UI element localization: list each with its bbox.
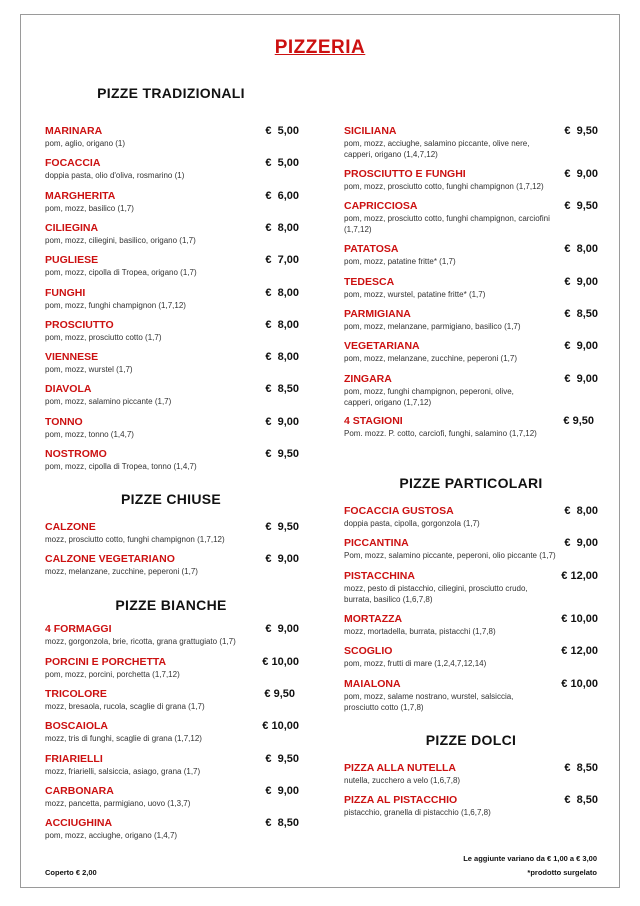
menu-item bbox=[344, 373, 598, 408]
item-name: PISTACCHINA bbox=[344, 570, 415, 582]
menu-item bbox=[344, 645, 598, 670]
menu-page bbox=[20, 14, 620, 888]
item-name: CALZONE VEGETARIANO bbox=[45, 553, 175, 565]
menu-item bbox=[45, 416, 299, 441]
item-description: mozz, friarielli, salsiccia, asiago, grana (1,7) bbox=[45, 767, 201, 776]
item-price: € 6,00 bbox=[265, 190, 299, 202]
menu-item bbox=[344, 613, 598, 638]
menu-item bbox=[45, 190, 299, 215]
item-description: doppia pasta, cipolla, gorgonzola (1,7) bbox=[344, 519, 480, 528]
item-description: mozz, tris di funghi, scaglie di grana (1,7,12) bbox=[45, 734, 202, 743]
coperto-note: Coperto € 2,00 bbox=[45, 868, 97, 877]
item-name: FOCACCIA bbox=[45, 157, 101, 169]
item-name: ZINGARA bbox=[344, 373, 392, 385]
menu-item bbox=[45, 222, 299, 247]
menu-item bbox=[45, 254, 299, 279]
item-description: mozz, pancetta, parmigiano, uovo (1,3,7) bbox=[45, 799, 191, 808]
item-name: PICCANTINA bbox=[344, 537, 409, 549]
item-name: ACCIUGHINA bbox=[45, 817, 113, 829]
item-description: Pom, mozz, salamino piccante, peperoni, olio piccante (1,7) bbox=[344, 551, 556, 560]
menu-item bbox=[45, 656, 299, 681]
item-description: mozz, pesto di pistacchio, ciliegini, prosciutto crudo, burrata, basilico (1,6,7,8) bbox=[344, 584, 528, 604]
item-name: MORTAZZA bbox=[344, 613, 403, 625]
item-price: € 8,50 bbox=[265, 383, 299, 395]
item-name: PROSCIUTTO bbox=[45, 319, 114, 331]
item-name: PIZZA ALLA NUTELLA bbox=[344, 762, 456, 774]
item-price: € 8,00 bbox=[265, 222, 299, 234]
section-heading-particolari: PIZZE PARTICOLARI bbox=[399, 475, 543, 491]
menu-item bbox=[344, 678, 598, 713]
item-name: SICILIANA bbox=[344, 125, 397, 137]
section-heading-dolci: PIZZE DOLCI bbox=[425, 732, 517, 748]
item-price: € 9,00 bbox=[265, 416, 299, 428]
item-name: FUNGHI bbox=[45, 287, 86, 299]
section-heading-chiuse: PIZZE CHIUSE bbox=[120, 491, 222, 507]
menu-item bbox=[344, 415, 598, 440]
menu-item bbox=[344, 537, 598, 562]
item-price: € 9,50 bbox=[265, 448, 299, 460]
menu-item bbox=[45, 521, 299, 546]
item-name: NOSTROMO bbox=[45, 448, 107, 460]
item-description: pom, mozz, acciughe, salamino piccante, olive nere, capperi, origano (1,4,7,12) bbox=[344, 139, 530, 159]
item-description: Pom. mozz. P. cotto, carciofi, funghi, salamino (1,7,12) bbox=[344, 429, 537, 438]
item-price: € 8,00 bbox=[564, 243, 598, 255]
item-price: € 10,00 bbox=[262, 720, 299, 732]
menu-item bbox=[45, 623, 299, 648]
item-description: pom, mozz, salamino piccante (1,7) bbox=[45, 397, 172, 406]
item-description: mozz, melanzane, zucchine, peperoni (1,7) bbox=[45, 567, 198, 576]
section-heading-bianche: PIZZE BIANCHE bbox=[115, 597, 227, 613]
item-price: € 9,00 bbox=[564, 537, 598, 549]
menu-item bbox=[344, 243, 598, 268]
menu-item bbox=[344, 505, 598, 530]
item-description: pom, mozz, patatine fritte* (1,7) bbox=[344, 257, 456, 266]
item-price: € 9,00 bbox=[564, 168, 598, 180]
menu-item bbox=[344, 570, 598, 605]
item-name: PIZZA AL PISTACCHIO bbox=[344, 794, 458, 806]
item-description: pom, mozz, prosciutto cotto (1,7) bbox=[45, 333, 162, 342]
item-name: MARGHERITA bbox=[45, 190, 116, 202]
item-price: € 5,00 bbox=[265, 125, 299, 137]
item-description: pom, mozz, frutti di mare (1,2,4,7,12,14) bbox=[344, 659, 487, 668]
menu-item bbox=[45, 553, 299, 578]
item-price: € 9,50 bbox=[564, 200, 598, 212]
item-description: pom, mozz, basilico (1,7) bbox=[45, 204, 134, 213]
item-price: € 9,50 bbox=[264, 688, 295, 700]
menu-item bbox=[45, 448, 299, 473]
item-description: mozz, gorgonzola, brie, ricotta, grana grattugiato (1,7) bbox=[45, 637, 236, 646]
item-name: PATATOSA bbox=[344, 243, 399, 255]
item-name: CARBONARA bbox=[45, 785, 114, 797]
menu-item bbox=[344, 794, 598, 819]
item-price: € 8,00 bbox=[564, 505, 598, 517]
item-description: mozz, mortadella, burrata, pistacchi (1,7,8) bbox=[344, 627, 496, 636]
item-price: € 8,50 bbox=[564, 762, 598, 774]
item-price: € 8,00 bbox=[265, 319, 299, 331]
item-description: pom, mozz, ciliegini, basilico, origano (1,7) bbox=[45, 236, 196, 245]
menu-item bbox=[45, 383, 299, 408]
menu-item bbox=[344, 340, 598, 365]
item-price: € 10,00 bbox=[561, 613, 598, 625]
item-description: pom, mozz, prosciutto cotto, funghi champignon (1,7,12) bbox=[344, 182, 544, 191]
item-price: € 10,00 bbox=[262, 656, 299, 668]
item-description: pom, aglio, origano (1) bbox=[45, 139, 126, 148]
item-name: FOCACCIA GUSTOSA bbox=[344, 505, 454, 517]
page-title: PIZZERIA bbox=[274, 37, 366, 58]
item-name: PROSCIUTTO E FUNGHI bbox=[344, 168, 466, 180]
section-heading-tradizionali: PIZZE TRADIZIONALI bbox=[97, 85, 245, 101]
menu-item bbox=[344, 200, 598, 235]
item-name: PARMIGIANA bbox=[344, 308, 411, 320]
menu-item bbox=[344, 125, 598, 160]
item-description: pom, mozz, acciughe, origano (1,4,7) bbox=[45, 831, 178, 840]
menu-item bbox=[344, 762, 598, 787]
menu-item bbox=[45, 785, 299, 810]
item-price: € 9,00 bbox=[564, 340, 598, 352]
item-name: TEDESCA bbox=[344, 276, 395, 288]
surgelato-note: *prodotto surgelato bbox=[527, 868, 597, 877]
item-description: nutella, zucchero a velo (1,6,7,8) bbox=[344, 776, 461, 785]
item-price: € 9,00 bbox=[564, 276, 598, 288]
item-name: TRICOLORE bbox=[45, 688, 107, 700]
item-price: € 9,00 bbox=[265, 785, 299, 797]
item-price: € 9,50 bbox=[563, 415, 594, 427]
item-name: CILIEGINA bbox=[45, 222, 99, 234]
item-price: € 8,50 bbox=[564, 308, 598, 320]
item-price: € 9,50 bbox=[265, 521, 299, 533]
item-description: pom, mozz, cipolla di Tropea, origano (1,7) bbox=[45, 268, 197, 277]
item-description: pom, mozz, prosciutto cotto, funghi champignon, carciofini (1,7,12) bbox=[344, 214, 550, 234]
item-description: pom, mozz, porcini, porchetta (1,7,12) bbox=[45, 670, 180, 679]
item-name: CALZONE bbox=[45, 521, 96, 533]
menu-item bbox=[344, 308, 598, 333]
item-description: pom, mozz, funghi champignon, peperoni, olive, capperi, origano (1,7,12) bbox=[344, 387, 514, 407]
menu-item bbox=[45, 720, 299, 745]
item-description: pom, mozz, wurstel, patatine fritte* (1,7) bbox=[344, 290, 486, 299]
item-description: mozz, bresaola, rucola, scaglie di grana (1,7) bbox=[45, 702, 205, 711]
item-name: VEGETARIANA bbox=[344, 340, 420, 352]
menu-item bbox=[45, 319, 299, 344]
menu-item bbox=[45, 817, 299, 842]
item-name: PUGLIESE bbox=[45, 254, 99, 266]
item-price: € 5,00 bbox=[265, 157, 299, 169]
menu-item bbox=[45, 125, 299, 150]
item-price: € 9,50 bbox=[265, 753, 299, 765]
item-name: 4 STAGIONI bbox=[344, 415, 403, 427]
item-price: € 12,00 bbox=[561, 570, 598, 582]
menu-item bbox=[45, 351, 299, 376]
item-price: € 9,50 bbox=[564, 125, 598, 137]
item-name: BOSCAIOLA bbox=[45, 720, 108, 732]
item-price: € 12,00 bbox=[561, 645, 598, 657]
item-description: pom, mozz, salame nostrano, wurstel, salsiccia, prosciutto cotto (1,7,8) bbox=[344, 692, 514, 712]
menu-item bbox=[45, 287, 299, 312]
item-description: pom, mozz, wurstel (1,7) bbox=[45, 365, 133, 374]
item-name: MARINARA bbox=[45, 125, 103, 137]
item-price: € 8,00 bbox=[265, 351, 299, 363]
item-name: DIAVOLA bbox=[45, 383, 92, 395]
item-description: pom, mozz, melanzane, zucchine, peperoni (1,7) bbox=[344, 354, 517, 363]
aggiunte-note: Le aggiunte variano da € 1,00 a € 3,00 bbox=[463, 854, 597, 863]
menu-item bbox=[45, 753, 299, 778]
item-name: PORCINI E PORCHETTA bbox=[45, 656, 167, 668]
item-price: € 10,00 bbox=[561, 678, 598, 690]
item-price: € 7,00 bbox=[265, 254, 299, 266]
item-price: € 9,00 bbox=[265, 553, 299, 565]
item-name: 4 FORMAGGI bbox=[45, 623, 112, 635]
item-description: pistacchio, granella di pistacchio (1,6,7,8) bbox=[344, 808, 491, 817]
item-description: pom, mozz, tonno (1,4,7) bbox=[45, 430, 134, 439]
item-name: VIENNESE bbox=[45, 351, 99, 363]
item-name: MAIALONA bbox=[344, 678, 401, 690]
item-description: pom, mozz, melanzane, parmigiano, basilico (1,7) bbox=[344, 322, 521, 331]
menu-item bbox=[344, 168, 598, 193]
item-price: € 9,00 bbox=[265, 623, 299, 635]
item-price: € 8,50 bbox=[564, 794, 598, 806]
item-description: doppia pasta, olio d'oliva, rosmarino (1) bbox=[45, 171, 185, 180]
item-description: pom, mozz, funghi champignon (1,7,12) bbox=[45, 301, 186, 310]
menu-item bbox=[45, 688, 299, 713]
menu-item bbox=[344, 276, 598, 301]
item-name: TONNO bbox=[45, 416, 83, 428]
item-name: SCOGLIO bbox=[344, 645, 393, 657]
item-description: mozz, prosciutto cotto, funghi champignon (1,7,12) bbox=[45, 535, 225, 544]
item-name: CAPRICCIOSA bbox=[344, 200, 418, 212]
item-price: € 9,00 bbox=[564, 373, 598, 385]
item-name: FRIARIELLI bbox=[45, 753, 103, 765]
item-price: € 8,00 bbox=[265, 287, 299, 299]
item-description: pom, mozz, cipolla di Tropea, tonno (1,4,7) bbox=[45, 462, 197, 471]
menu-item bbox=[45, 157, 299, 182]
item-price: € 8,50 bbox=[265, 817, 299, 829]
